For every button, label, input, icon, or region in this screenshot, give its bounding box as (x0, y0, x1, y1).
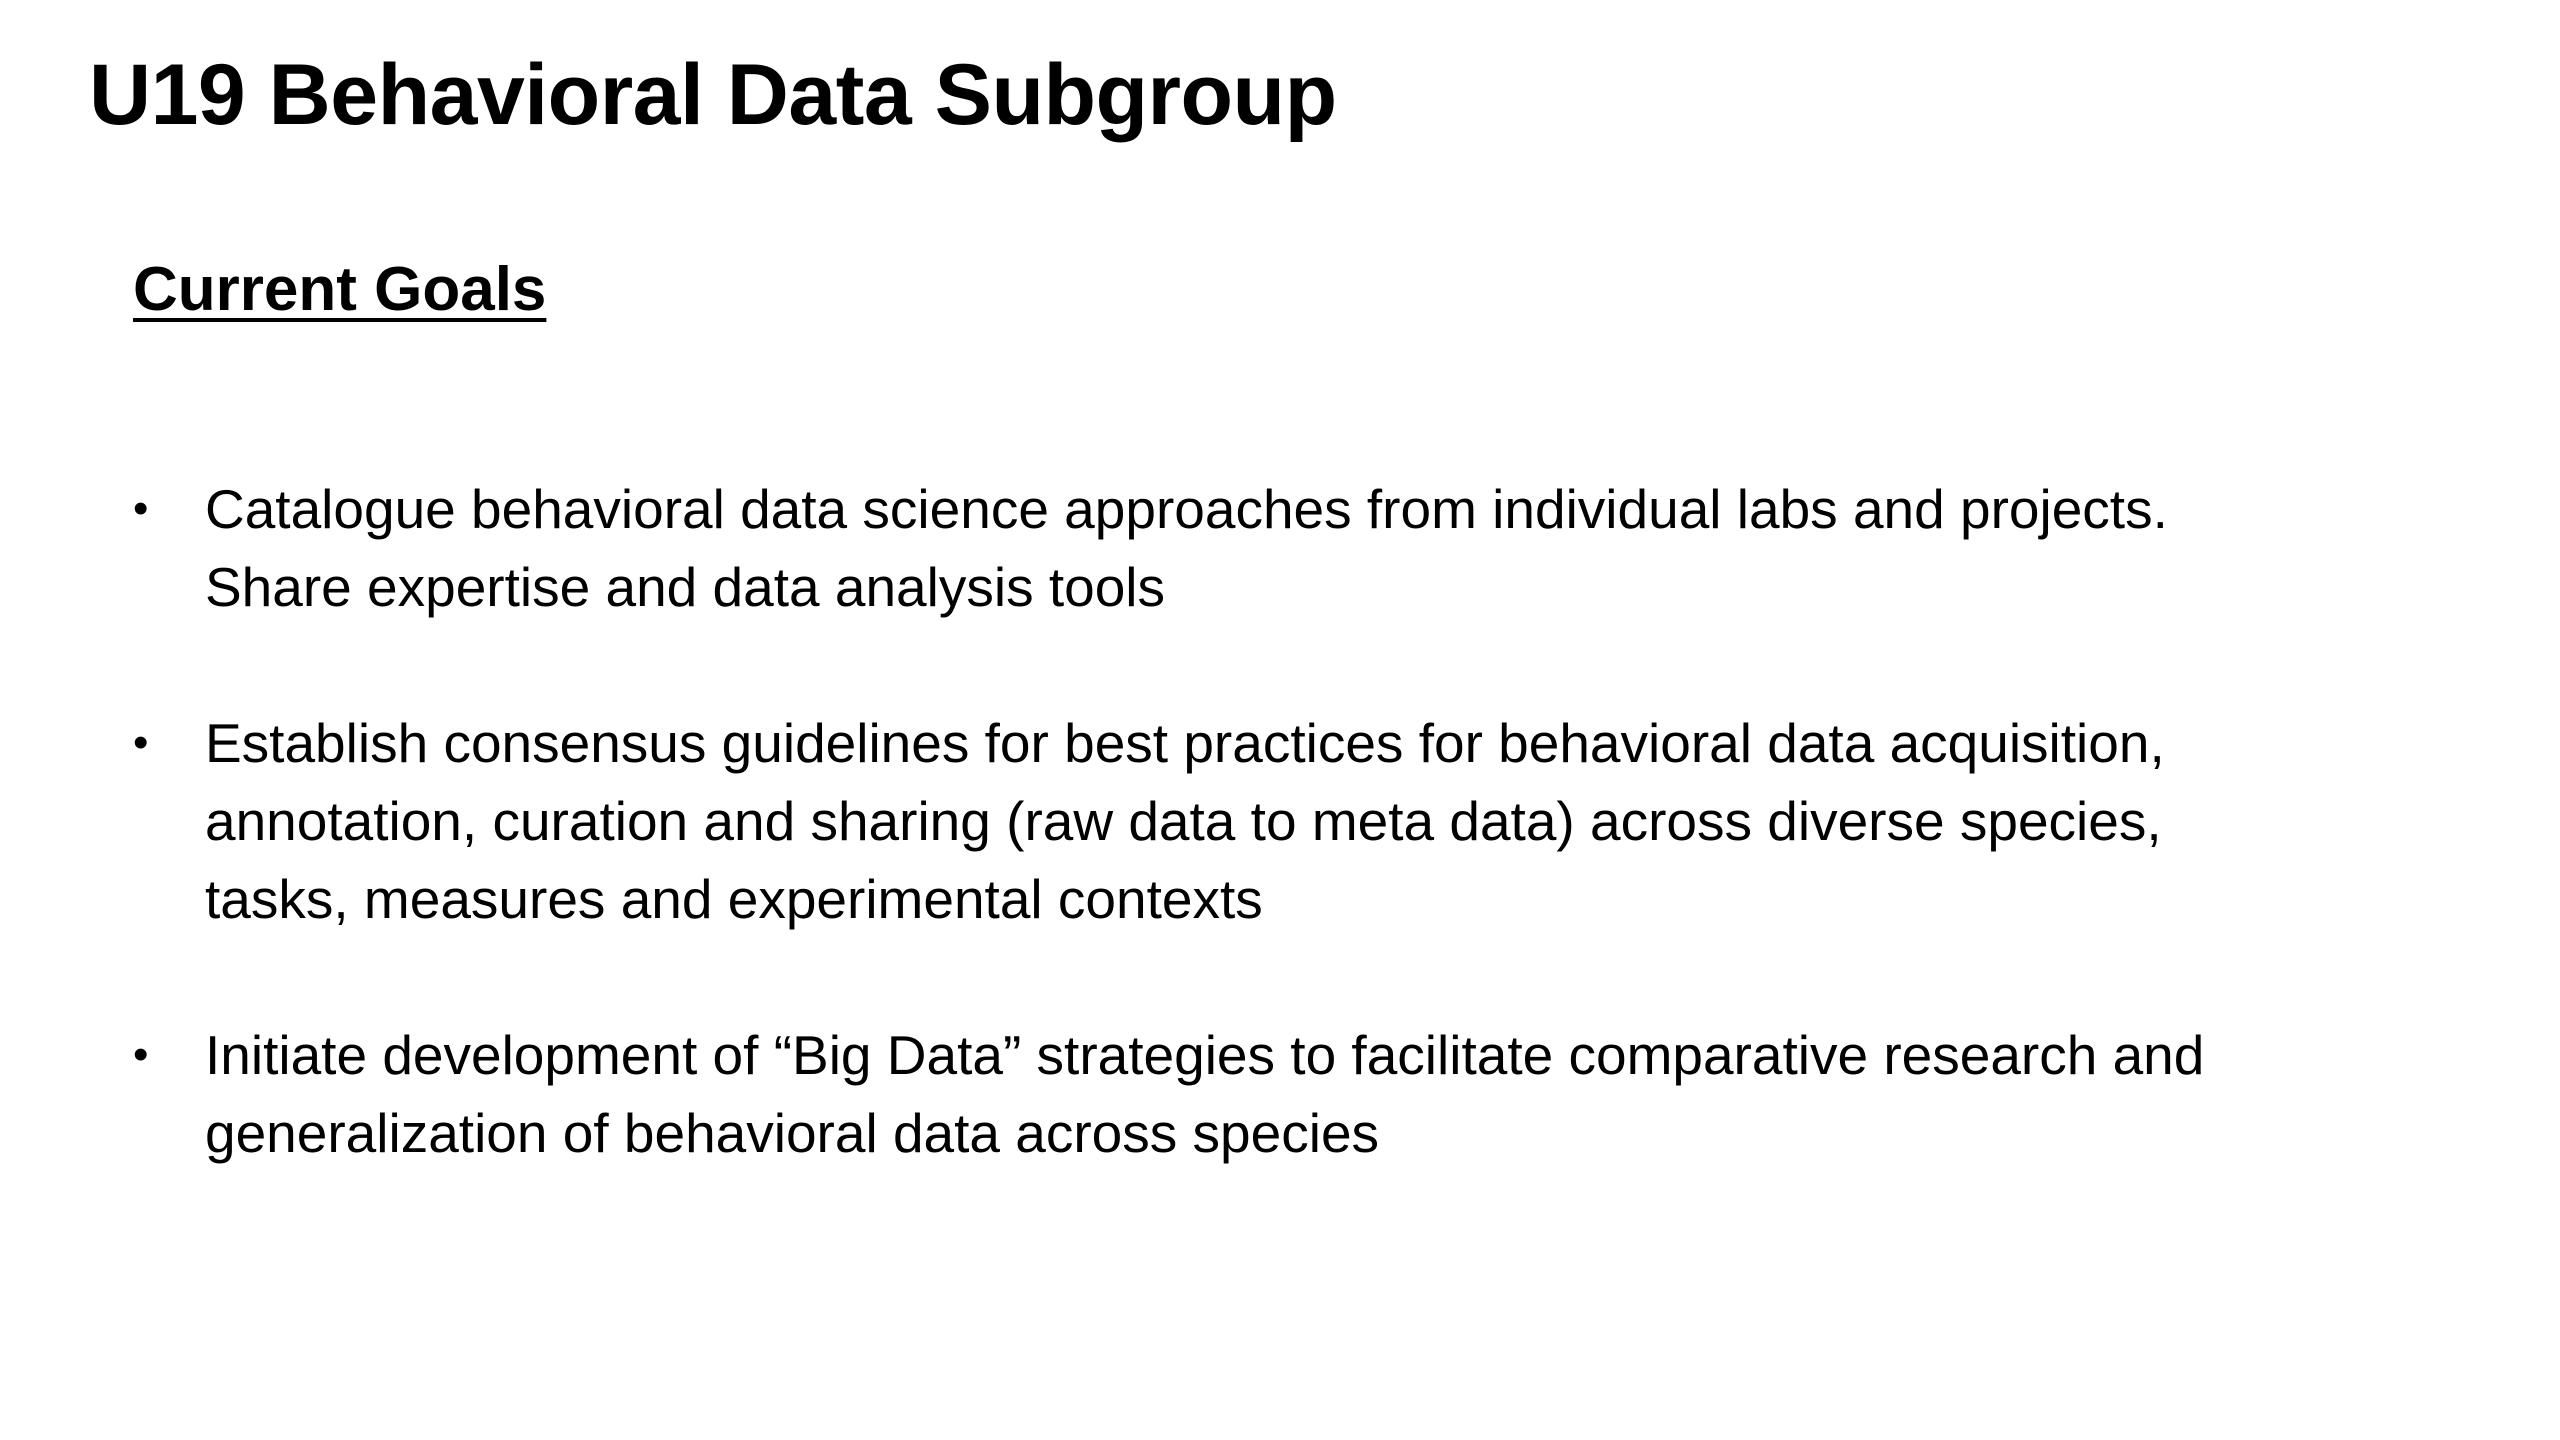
goal-text-line: Share expertise and data analysis tools (205, 556, 1166, 618)
slide-title: U19 Behavioral Data Subgroup (89, 47, 1337, 143)
goal-text-line: Catalogue behavioral data science approaches from individual labs and projects. (205, 478, 2168, 540)
goal-item-catalogue (133, 470, 2463, 626)
section-heading: Current Goals (133, 255, 547, 324)
bullet-icon: • (133, 484, 149, 533)
goal-text-line: Initiate development of “Big Data” strategies to facilitate comparative research and (205, 1024, 2205, 1086)
goal-item-guidelines (133, 704, 2463, 938)
goal-text-line: tasks, measures and experimental contexts (205, 868, 1263, 930)
goal-text-line: Establish consensus guidelines for best practices for behavioral data acquisition, (205, 712, 2165, 774)
bullet-icon: • (133, 1030, 149, 1079)
goal-item-big-data (133, 1016, 2463, 1172)
goal-text-line: generalization of behavioral data across species (205, 1102, 1380, 1164)
bullet-icon: • (133, 718, 149, 767)
goals-list (133, 470, 2463, 1172)
goal-text-line: annotation, curation and sharing (raw data to meta data) across diverse species, (205, 790, 2162, 852)
